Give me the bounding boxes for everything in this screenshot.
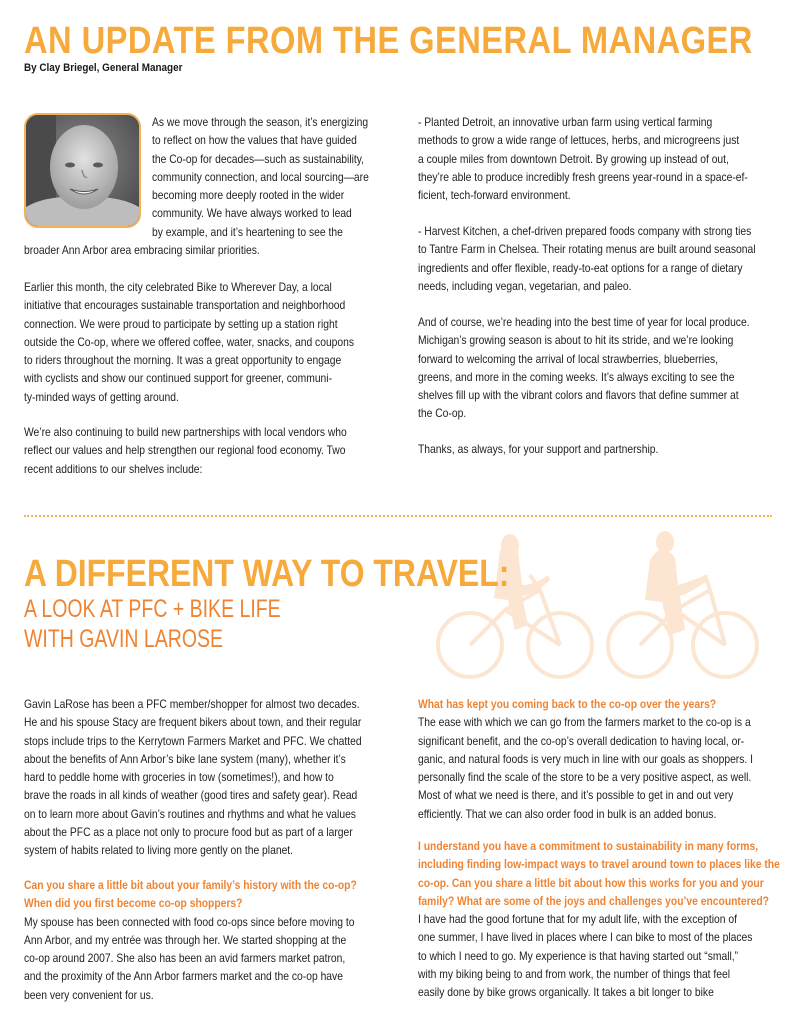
answer-line: efficiently. That we can also order food in bulk is an added bonus. [418, 806, 717, 821]
text-line: He and his spouse Stacy are frequent bikers about town, and their regular [24, 715, 362, 730]
text-line: becoming more deeply rooted in the wider [152, 188, 345, 203]
text-line: Michigan’s growing season is about to hit its stride, and we’re looking [418, 333, 734, 348]
answer-line: Most of what we need is there, and it’s possible to get in and out very [418, 788, 734, 803]
question-line: family? What are some of the joys and challenges you’ve encountered? [418, 893, 769, 908]
text-line: methods to grow a wide range of lettuces, herbs, and microgreens just [418, 133, 740, 148]
text-line: to Tantre Farm in Chelsea. Their rotating menus are built around seasonal [418, 242, 756, 257]
text-line: about the PFC as a place not only to procure food but as part of a larger [24, 825, 353, 840]
text-line: reflect our values and help strengthen our regional food economy. Two [24, 443, 346, 458]
text-line: initiative that encourages sustainable transportation and neighborhood [24, 298, 346, 313]
intro-paragraph [152, 113, 369, 241]
paragraph-planted-detroit [418, 113, 748, 204]
text-line: ficient, tech-forward environment. [418, 188, 571, 203]
text-line: And of course, we’re heading into the best time of year for local produce. [418, 315, 750, 329]
text-line: ingredients and offer flexible, ready-to-eat options for a range of dietary [418, 260, 743, 275]
text-line: the Co-op for decades—such as sustainability, [152, 151, 365, 166]
paragraph-partnerships [24, 423, 347, 478]
text-line: hard to peddle home with groceries in tow (sometimes!), and how to [24, 770, 334, 785]
text-line: ty-minded ways of getting around. [24, 389, 179, 404]
byline: By Clay Briegel, General Manager [24, 62, 183, 74]
question-line: including finding low-impact ways to travel around town to places like the [418, 857, 780, 872]
interview-question-2 [418, 695, 753, 823]
text-line: system of habits related to living more gently on the planet. [24, 843, 294, 858]
question-line: What has kept you coming back to the co-op over the years? [418, 697, 717, 711]
text-line: the Co-op. [418, 406, 467, 421]
question-line: co-op. Can you share a little bit about how this works for you and your [418, 875, 764, 890]
text-line: to reflect on how the values that have guided [152, 133, 357, 148]
paragraph-thanks [418, 440, 658, 458]
text-line: community. We have always worked to lead [152, 206, 352, 221]
answer-line: to which I need to go. My experience is that having started out “small,” [418, 948, 739, 963]
text-line: a couple miles from downtown Detroit. By growing up instead of out, [418, 151, 729, 166]
text-line: Earlier this month, the city celebrated Bike to Wherever Day, a local [24, 280, 332, 294]
section-divider [24, 515, 772, 517]
text-line: about the benefits of Ann Arbor’s bike lane system (many), whether it’s [24, 751, 346, 766]
text-line: on to learn more about Gavin’s routines and rhythms and what he values [24, 806, 356, 821]
text-line: they’re able to produce incredibly fresh greens year-round in a space-ef- [418, 169, 748, 184]
text-line: with cyclists and show our continued support for greener, communi- [24, 371, 333, 386]
answer-line: co-op around 2007. She also has been an avid farmers market patron, [24, 951, 346, 966]
text-line: connection. We were proud to participate by setting up a station right [24, 316, 338, 331]
answer-line: one summer, I have lived in places where I can bike to most of the places [418, 930, 753, 945]
text-line: shelves fill up with the vibrant colors and flavors that define summer at [418, 388, 739, 403]
answer-line: with my biking being to and from work, the number of things that feel [418, 967, 731, 982]
text-line: brave the roads in all kinds of weather (good tires and safety gear). Read [24, 788, 358, 803]
text-line: forward to welcoming the arrival of local strawberries, blueberries, [418, 351, 718, 366]
text-line: broader Ann Arbor area embracing similar priorities. [24, 243, 260, 257]
answer-line: easily done by bike grows organically. It takes a bit longer to bike [418, 985, 714, 1000]
interview-question-1 [24, 876, 357, 1004]
answer-line: The ease with which we can go from the farmers market to the co-op is a [418, 715, 751, 730]
text-line: - Harvest Kitchen, a chef-driven prepared foods company with strong ties [418, 224, 752, 238]
question-line: Can you share a little bit about your family’s history with the co-op? [24, 878, 357, 892]
text-line: recent additions to our shelves include: [24, 461, 203, 476]
answer-line: significant benefit, and the co-op’s overall dedication to having local, or- [418, 733, 745, 748]
interview-intro [24, 695, 362, 860]
article-subtitle-line: A LOOK AT PFC + BIKE LIFE [24, 595, 281, 623]
text-line: to riders throughout the morning. It was a great opportunity to engage [24, 353, 342, 368]
article-title: A DIFFERENT WAY TO TRAVEL: [24, 553, 510, 595]
paragraph-bike-day [24, 278, 354, 406]
question-line: When did you first become co-op shoppers? [24, 896, 243, 911]
answer-line: been very convenient for us. [24, 987, 154, 1002]
author-photo [24, 113, 141, 228]
text-line: greens, and more in the coming weeks. It’s always exciting to see the [418, 369, 735, 384]
text-line: Gavin LaRose has been a PFC member/shopper for almost two decades. [24, 697, 360, 711]
text-line: by example, and it’s heartening to see the [152, 224, 343, 239]
answer-line: and the proximity of the Ann Arbor farmers market and the co-op have [24, 969, 343, 984]
paragraph-harvest-kitchen [418, 222, 755, 295]
intro-paragraph-end [24, 241, 260, 259]
question-line: I understand you have a commitment to sustainability in many forms, [418, 839, 759, 853]
paragraph-local-produce [418, 313, 750, 423]
text-line: needs, including vegan, vegetarian, and paleo. [418, 278, 632, 293]
text-line: - Planted Detroit, an innovative urban farm using vertical farming [418, 115, 713, 129]
text-line: stops include trips to the Kerrytown Farmers Market and PFC. We chatted [24, 733, 362, 748]
text-line: outside the Co-op, where we offered coffee, water, snacks, and coupons [24, 334, 355, 349]
text-line: Thanks, as always, for your support and partnership. [418, 442, 659, 456]
interview-question-3 [418, 837, 780, 1002]
article-title: AN UPDATE FROM THE GENERAL MANAGER [24, 20, 753, 62]
article-subtitle-line: WITH GAVIN LAROSE [24, 625, 224, 653]
answer-line: personally find the scale of the store to be a very positive aspect, as well. [418, 770, 752, 785]
answer-line: Ann Arbor, and my entrée was through her. We started shopping at the [24, 932, 347, 947]
answer-line: I have had the good fortune that for my adult life, with the exception of [418, 912, 737, 927]
text-line: We’re also continuing to build new partnerships with local vendors who [24, 425, 347, 439]
answer-line: My spouse has been connected with food co-ops since before moving to [24, 914, 355, 929]
portrait-image [26, 115, 139, 226]
text-line: As we move through the season, it’s energizing [152, 115, 369, 129]
text-line: community connection, and local sourcing—are [152, 169, 369, 184]
answer-line: ganic, and natural foods is very much in line with our goals as shoppers. I [418, 751, 754, 766]
